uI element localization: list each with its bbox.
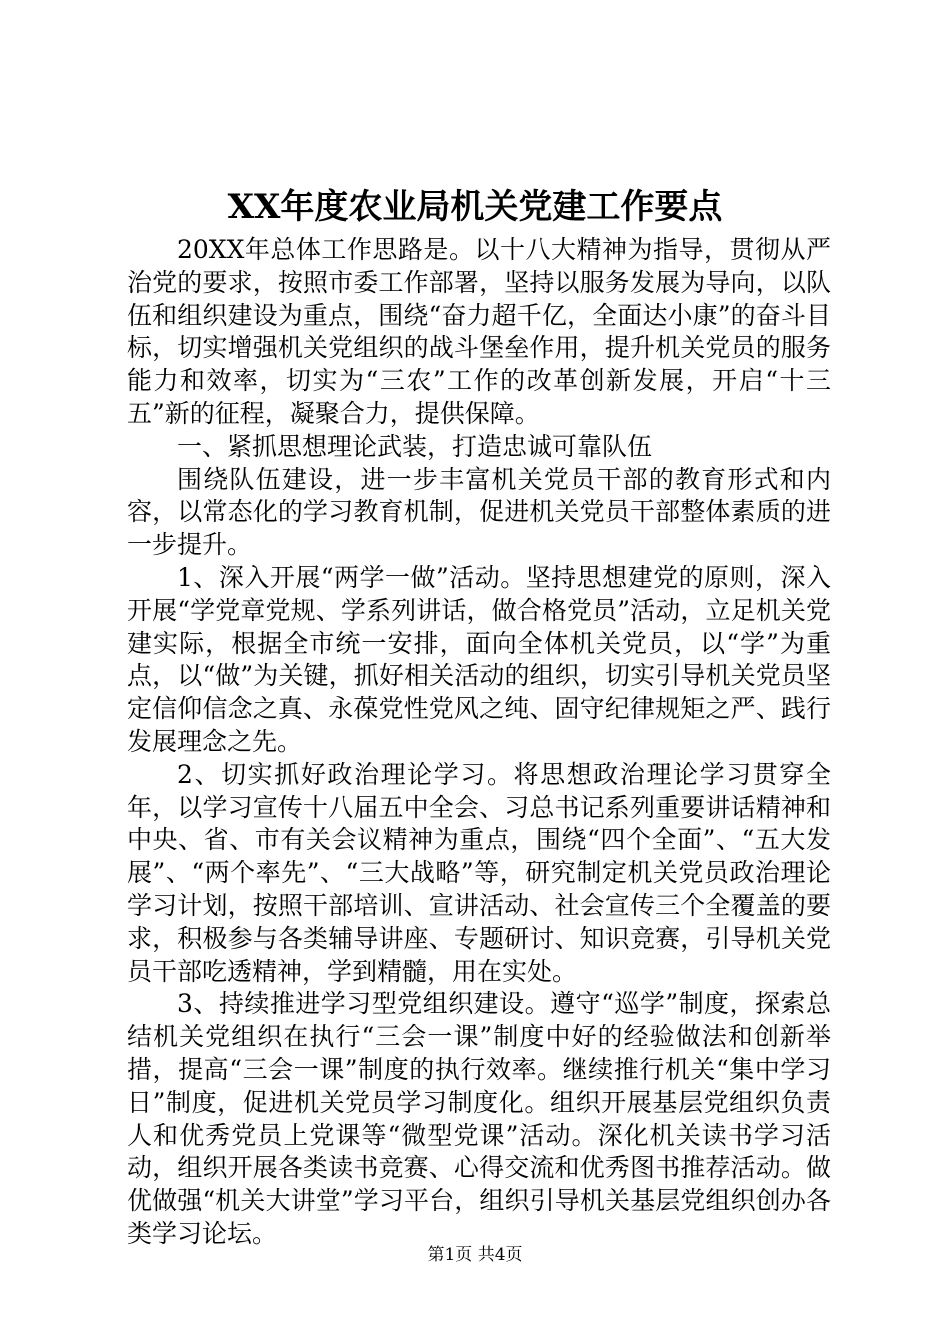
section-heading-1: 一、紧抓思想理论武装，打造忠诚可靠队伍 bbox=[177, 431, 653, 461]
paragraph-overview: 20XX年总体工作思路是。以十八大精神为指导，贯彻从严治党的要求，按照市委工作部署，坚持以服务发展为导向，以队伍和组织建设为重点，围绕“奋力超千亿，全面达小康”的奋斗目标，切实增强机关党组织的战斗堡垒作用，提升机关党员的服务能力和效率，切实为“三农”工作的改革创新发展，开启“十三五”新的征程，凝聚合力，提供保障。 bbox=[127, 235, 831, 428]
document-title: XX年度农业局机关党建工作要点 bbox=[227, 187, 723, 227]
page-footer: 第1页 共4页 bbox=[427, 1245, 523, 1265]
paragraph-section-intro: 围绕队伍建设，进一步丰富机关党员干部的教育形式和内容，以常态化的学习教育机制，促进机关党员干部整体素质的进一步提升。 bbox=[127, 464, 831, 560]
paragraph-item-2: 2、切实抓好政治理论学习。将思想政治理论学习贯穿全年，以学习宣传十八届五中全会、习总书记系列重要讲话精神和中央、省、市有关会议精神为重点，围绕“四个全面”、“五大发展”、“两个率先”、“三大战略”等，研究制定机关党员政治理论学习计划，按照干部培训、宣讲活动、社会宣传三个全覆盖的要求，积极参与各类辅导讲座、专题研讨、知识竞赛，引导机关党员干部吃透精神，学到精髓，用在实处。 bbox=[127, 759, 831, 986]
paragraph-item-3: 3、持续推进学习型党组织建设。遵守“巡学”制度，探索总结机关党组织在执行“三会一课”制度中好的经验做法和创新举措，提高“三会一课”制度的执行效率。继续推行机关“集中学习日”制度，促进机关党员学习制度化。组织开展基层党组织负责人和优秀党员上党课等“微型党课”活动。深化机关读书学习活动，组织开展各类读书竞赛、心得交流和优秀图书推荐活动。做优做强“机关大讲堂”学习平台，组织引导机关基层党组织创办各类学习论坛。 bbox=[127, 989, 831, 1248]
document-body bbox=[127, 234, 831, 1251]
paragraph-item-1: 1、深入开展“两学一做”活动。坚持思想建党的原则，深入开展“学党章党规、学系列讲话，做合格党员”活动，立足机关党建实际，根据全市统一安排，面向全体机关党员，以“学”为重点，以“做”为关键，抓好相关活动的组织，切实引导机关党员坚定信仰信念之真、永葆党性党风之纯、固守纪律规矩之严、践行发展理念之先。 bbox=[127, 562, 831, 756]
